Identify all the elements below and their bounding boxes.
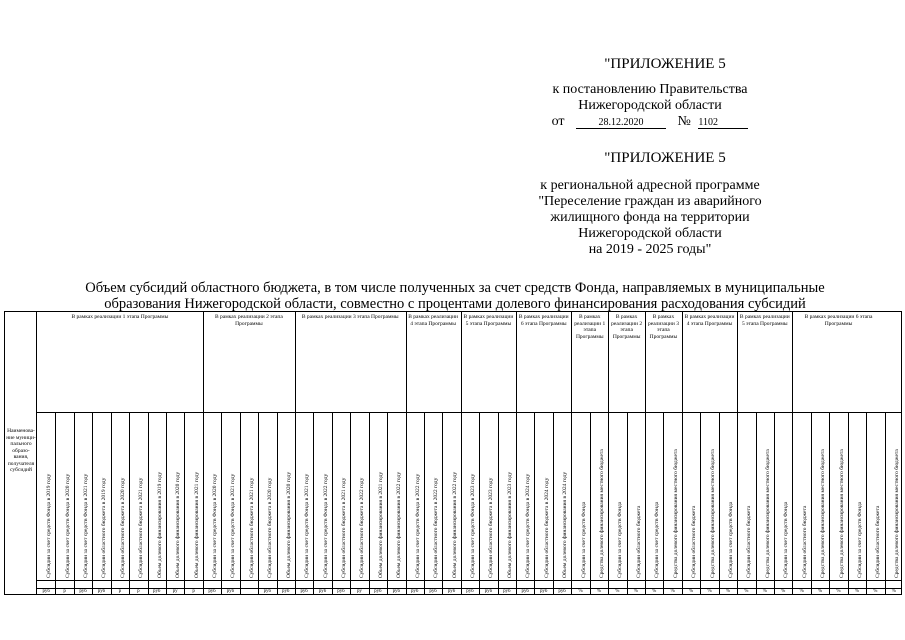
unit-cell: %: [817, 589, 823, 594]
column-divider: [848, 412, 849, 594]
column-header: [739, 414, 753, 578]
column-header-label: Объем долевого финансирования в 2023 году: [506, 471, 513, 578]
unit-cell: руб: [429, 589, 437, 594]
column-header-label: Объем долевого финансирования в 2020 году: [175, 471, 182, 578]
column-header: [94, 414, 108, 578]
column-header-label: Средства долевого финансирования местного бюджета: [709, 449, 716, 578]
unit-cell: %: [873, 589, 878, 594]
column-header: [832, 414, 846, 578]
unit-cell: р: [137, 589, 140, 594]
column-header-label: Субсидии за счет средств Фонда: [617, 501, 624, 578]
column-divider: [627, 412, 628, 594]
column-header: [76, 414, 90, 578]
column-header-label: Субсидии областного бюджета в 2021 году: [341, 477, 348, 578]
column-header-label: Субсидии областного бюджета: [746, 505, 753, 578]
group-header: В рамках реализации 6 этапа Программы: [518, 314, 569, 327]
group-header: В рамках реализации 3 этапа Программы: [301, 314, 399, 320]
column-divider: [663, 412, 664, 594]
column-header: [813, 414, 827, 578]
group-header: В рамках реализации 4 этапа Программы: [408, 314, 458, 327]
column-header: [205, 414, 219, 578]
unit-cell: руб: [411, 589, 419, 594]
column-header-label: Субсидии областного бюджета: [801, 505, 808, 578]
group-header: В рамках реализации 5 этапа Программы: [739, 314, 790, 327]
group-header: В рамках реализации 4 этапа Программы: [684, 314, 735, 327]
column-header: [703, 414, 717, 578]
column-header-label: Субсидии областного бюджета в 2022 году: [359, 477, 366, 578]
column-header: [352, 414, 366, 578]
column-header: [445, 414, 459, 578]
unit-cell: руб: [97, 589, 106, 594]
column-divider: [350, 412, 351, 594]
column-header: [371, 414, 385, 578]
column-header: [481, 414, 495, 578]
column-header-label: Объем долевого финансирования в 2022 году: [396, 471, 403, 578]
column-header-label: Субсидии за счет средств Фонда: [654, 501, 661, 578]
unit-cell: руб: [79, 589, 87, 594]
column-divider: [461, 412, 462, 594]
column-header: [168, 414, 182, 578]
unit-cell: руб: [226, 589, 235, 594]
unit-cell: руб: [337, 589, 345, 594]
unit-cell: руб: [263, 589, 272, 594]
column-divider: [74, 412, 75, 594]
stub-header: Наименова-ние муници-пального образо-вания, получателя субсидий: [6, 428, 36, 473]
column-header-label: Субсидии областного бюджета в 2022 году: [433, 477, 440, 578]
unit-cell: %: [781, 589, 786, 594]
column-divider: [590, 412, 591, 594]
unit-cell: руб: [300, 589, 308, 594]
column-divider: [737, 412, 738, 594]
column-header: [629, 414, 643, 578]
unit-cell: %: [707, 589, 712, 594]
column-divider: [184, 412, 185, 594]
unit-cell: %: [854, 589, 859, 594]
column-divider: [369, 412, 370, 594]
annex-2-line5: на 2019 - 2025 годы": [588, 242, 712, 257]
group-header: В рамках реализации 3 этапа Программы: [647, 314, 679, 340]
title-line-1: Объем субсидий областного бюджета, в том числе полученных за счет средств Фонда, направляемых в муниципальные: [85, 280, 825, 296]
unit-cell: руб: [521, 589, 529, 594]
unit-cell: ру: [172, 589, 178, 594]
column-divider: [885, 412, 886, 594]
column-header-label: Объем долевого финансирования в 2024 году: [562, 471, 569, 578]
column-divider: [829, 412, 830, 594]
column-header-label: Объем долевого финансирования в 2022 году: [451, 471, 458, 578]
group-header: В рамках реализации 2 этапа Программы: [611, 314, 643, 340]
column-header-label: Средства долевого финансирования местного бюджета: [672, 449, 679, 578]
annex-1-number: 1102: [698, 117, 748, 129]
column-header: [242, 414, 256, 578]
column-header: [260, 414, 274, 578]
column-header: [500, 414, 514, 578]
unit-cell: %: [652, 589, 657, 594]
column-header: [426, 414, 440, 578]
column-header: [537, 414, 551, 578]
annex-1-date-line: [520, 114, 780, 130]
column-header-label: Субсидии областного бюджета: [691, 505, 698, 578]
column-header: [58, 414, 72, 578]
column-divider: [608, 412, 609, 594]
column-header: [223, 414, 237, 578]
column-header-label: Объем долевого финансирования в 2021 году: [193, 471, 200, 578]
unit-cell: %: [578, 589, 583, 594]
unit-cell: руб: [484, 589, 493, 594]
column-header-label: Объем долевого финансирования в 2020 году: [285, 471, 292, 578]
column-header-label: Субсидии за счет средств Фонда в 2020 году: [64, 473, 71, 578]
column-divider: [111, 412, 112, 594]
column-header-label: Субсидии областного бюджета в 2020 году: [267, 477, 274, 578]
column-header-label: Субсидии за счет средств Фонда в 2023 году: [470, 473, 476, 578]
column-header: [389, 414, 403, 578]
column-header: [463, 414, 477, 578]
column-header: [721, 414, 735, 578]
column-header-label: Субсидии за счет средств Фонда в 2022 году: [414, 473, 421, 578]
group-header: В рамках реализации 1 этапа Программы: [71, 314, 169, 320]
column-header-label: Субсидии за счет средств Фонда в 2021 году: [230, 473, 237, 578]
unit-cell: %: [891, 589, 896, 594]
unit-cell: ру: [356, 589, 362, 594]
column-header: [518, 414, 532, 578]
column-header-label: Субсидии за счет средств Фонда: [727, 501, 734, 578]
unit-cell: %: [689, 589, 694, 594]
column-header: [868, 414, 882, 578]
column-header: [684, 414, 698, 578]
annex-2: [520, 150, 780, 258]
annex-1-heading: "ПРИЛОЖЕНИЕ 5: [604, 56, 726, 72]
annex-1-line2: Нижегородской области: [578, 98, 722, 113]
annex-1: [520, 56, 780, 130]
column-header-label: Субсидии за счет средств Фонда в 2021 году: [304, 473, 311, 578]
column-divider: [332, 412, 333, 594]
column-header: [408, 414, 422, 578]
column-divider: [295, 412, 296, 594]
column-header-label: Объем долевого финансирования в 2019 году: [156, 471, 163, 578]
column-divider: [277, 412, 278, 594]
column-divider: [221, 412, 222, 594]
column-header: [795, 414, 809, 578]
annex-1-no: №: [677, 114, 691, 129]
column-header: [574, 414, 588, 578]
column-divider: [479, 412, 480, 594]
column-header: [758, 414, 772, 578]
column-divider: [571, 412, 572, 594]
unit-cell: руб: [466, 589, 474, 594]
column-divider: [258, 412, 259, 594]
annex-1-line1: к постановлению Правительства: [552, 82, 748, 97]
column-divider: [387, 412, 388, 594]
column-header-label: Субсидии за счет средств Фонда: [783, 501, 790, 578]
group-header: В рамках реализации 6 этапа Программы: [804, 314, 873, 327]
subsidy-table: [36, 311, 902, 595]
column-header: [316, 414, 330, 578]
column-header: [850, 414, 864, 578]
column-divider: [55, 412, 56, 594]
unit-cell: руб: [374, 589, 382, 594]
column-header-label: Субсидии за счет средств Фонда в 2020 году: [212, 473, 219, 578]
column-header: [666, 414, 680, 578]
column-divider: [774, 412, 775, 594]
unit-cell: р: [192, 589, 195, 594]
column-header-label: Средства долевого финансирования местного бюджета: [893, 449, 900, 578]
unit-cell: %: [615, 589, 620, 594]
column-divider: [498, 412, 499, 594]
column-divider: [442, 412, 443, 594]
unit-cell: руб: [42, 589, 50, 594]
group-header: В рамках реализации 5 этапа Программы: [463, 314, 514, 327]
annex-2-line1: к региональной адресной программе: [540, 178, 760, 193]
column-header-label: Средства долевого финансирования местного бюджета: [764, 449, 771, 578]
annex-2-line2: "Переселение граждан из аварийного: [538, 194, 762, 209]
column-header-label: Средства долевого финансирования местного бюджета: [820, 449, 827, 578]
column-divider: [700, 412, 701, 594]
column-header-label: Субсидии за счет средств Фонда в 2022 году: [322, 473, 329, 578]
unit-cell: %: [762, 589, 767, 594]
column-header-label: Субсидии за счет средств Фонда в 2021 году: [83, 473, 90, 578]
column-divider: [424, 412, 425, 594]
unit-cell: %: [836, 589, 841, 594]
column-divider: [92, 412, 93, 594]
column-divider: [240, 412, 241, 594]
column-header: [187, 414, 201, 578]
column-header-label: Субсидии областного бюджета в 2021 году: [138, 477, 145, 578]
column-divider: [682, 412, 683, 594]
unit-cell: руб: [208, 589, 216, 594]
column-divider: [534, 412, 535, 594]
column-header-label: Субсидии за счет средств Фонда в 2024 году: [525, 473, 532, 578]
unit-cell: руб: [539, 589, 548, 594]
column-header: [887, 414, 901, 578]
unit-cell: руб: [503, 589, 511, 594]
column-header-label: Субсидии областного бюджета в 2019 году: [101, 477, 108, 578]
unit-cell: руб: [392, 589, 400, 594]
column-divider: [756, 412, 757, 594]
column-header-label: Субсидии областного бюджета: [875, 505, 882, 578]
unit-cell: %: [725, 589, 731, 594]
column-header: [592, 414, 606, 578]
column-header-label: Субсидии за счет средств Фонда: [856, 501, 863, 578]
annex-1-ot: от: [551, 114, 565, 129]
column-header: [113, 414, 127, 578]
annex-2-line3: жилищного фонда на территории: [550, 210, 750, 225]
column-header-label: Средства долевого финансирования местного бюджета: [838, 449, 845, 578]
column-divider: [792, 412, 793, 594]
column-header-label: Субсидии областного бюджета в 2023 году: [488, 477, 495, 578]
group-header: В рамках реализации 2 этапа Программы: [214, 314, 283, 327]
unit-cell: р: [118, 589, 122, 594]
column-header: [131, 414, 145, 578]
column-header-label: Субсидии областного бюджета: [635, 505, 642, 578]
unit-cell: %: [633, 589, 638, 594]
column-header: [334, 414, 348, 578]
column-header-label: Субсидии областного бюджета в 2024 году: [543, 477, 550, 578]
column-divider: [719, 412, 720, 594]
annex-2-heading: "ПРИЛОЖЕНИЕ 5: [604, 150, 726, 166]
annex-2-line4: Нижегородской области: [578, 226, 722, 241]
column-header: [279, 414, 293, 578]
column-divider: [811, 412, 812, 594]
column-header: [150, 414, 164, 578]
column-divider: [166, 412, 167, 594]
unit-cell: %: [799, 589, 804, 594]
column-header: [776, 414, 790, 578]
column-divider: [866, 412, 867, 594]
column-header: [647, 414, 661, 578]
column-divider: [313, 412, 314, 594]
column-divider: [516, 412, 517, 594]
column-divider: [148, 412, 149, 594]
unit-cell: руб: [447, 589, 456, 594]
column-header-label: Субсидии за счет средств Фонда: [580, 501, 587, 578]
unit-cell: руб: [153, 589, 161, 594]
column-header: [555, 414, 569, 578]
title-line-2: образования Нижегородской области, совместно с процентами долевого финансирования расходования субсидий: [104, 295, 806, 312]
unit-cell: руб: [558, 589, 566, 594]
document-title: [40, 281, 870, 312]
column-header-label: Субсидии за счет средств Фонда в 2019 году: [46, 473, 53, 578]
unit-cell: %: [744, 589, 749, 594]
column-header: [297, 414, 311, 578]
annex-1-date: 28.12.2020: [576, 117, 666, 129]
unit-cell: руб: [318, 589, 327, 594]
unit-cell: %: [670, 589, 675, 594]
group-header: В рамках реализации 1 этапа Программы: [574, 314, 606, 340]
column-header-label: Субсидии областного бюджета в 2021 году: [248, 477, 255, 578]
column-header: [39, 414, 53, 578]
column-header-label: Объем долевого финансирования в 2021 году: [377, 471, 384, 578]
unit-cell: р: [63, 589, 66, 594]
column-divider: [203, 412, 204, 594]
column-header: [610, 414, 624, 578]
column-header-label: Субсидии областного бюджета в 2020 году: [119, 477, 126, 578]
unit-cell: руб: [282, 589, 290, 594]
column-header-label: Средства долевого финансирования местного бюджета: [598, 449, 605, 578]
column-divider: [553, 412, 554, 594]
column-divider: [406, 412, 407, 594]
column-divider: [645, 412, 646, 594]
column-divider: [129, 412, 130, 594]
unit-cell: %: [596, 589, 602, 594]
